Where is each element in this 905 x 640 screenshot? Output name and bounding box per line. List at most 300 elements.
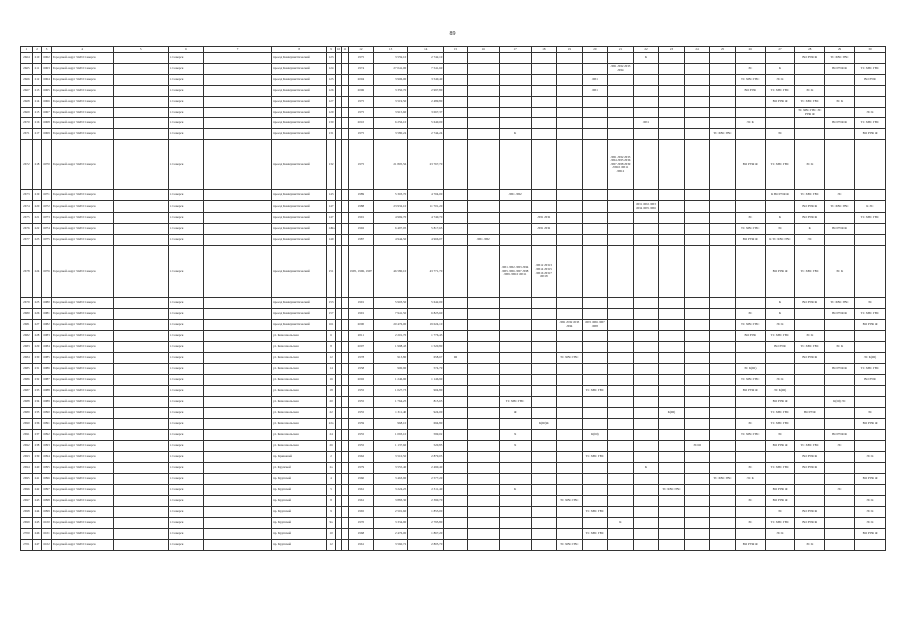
cell-c30: ЭС К	[854, 507, 885, 518]
cell-c24	[684, 364, 710, 375]
cell-c24	[684, 140, 710, 190]
cell-c24	[684, 540, 710, 551]
cell-c17: Х	[499, 441, 531, 452]
cell-c21	[608, 118, 634, 129]
cell-c17	[499, 298, 531, 309]
cell-code: 6101	[42, 529, 52, 540]
cell-s1: 3 224,25	[374, 485, 408, 496]
cell-code: 6071	[42, 190, 52, 201]
cell-c22	[633, 397, 659, 408]
cell-s1: 1 027,73	[374, 386, 408, 397]
cell-house: 132	[327, 140, 336, 190]
cell-org: Городской округ ЗАТО Северск	[51, 298, 113, 309]
cell-c19	[557, 140, 583, 190]
table-row	[21, 235, 886, 246]
cell-s1: 1 311,40	[374, 408, 408, 419]
cell-c18	[531, 441, 557, 452]
cell-s1: 3 555,40	[374, 463, 408, 474]
cell-c23	[659, 53, 685, 64]
cell-i: 224	[32, 246, 42, 298]
cell-s1: 46 580,10	[374, 246, 408, 298]
cell-i: 222	[32, 224, 42, 235]
cell-c27: К	[765, 213, 795, 224]
cell-c30: ВО РУФ Ф	[854, 474, 885, 485]
cell-c24	[684, 419, 710, 430]
cell-c24	[684, 118, 710, 129]
cell-org: Городской округ ЗАТО Северск	[51, 64, 113, 75]
column-header: 5	[113, 47, 168, 53]
cell-house: 2а	[327, 463, 336, 474]
cell-c20	[582, 485, 608, 496]
cell-code: 6069	[42, 129, 52, 140]
column-header: 25	[710, 47, 736, 53]
cell-year: 2006	[348, 86, 374, 97]
empty-cell	[113, 64, 168, 75]
cell-c29: ЭС	[825, 190, 855, 201]
cell-c16	[467, 419, 499, 430]
cell-c19	[557, 331, 583, 342]
table-body	[21, 53, 886, 551]
cell-c22: К	[633, 463, 659, 474]
cell-c25	[710, 375, 736, 386]
cell-c16	[467, 298, 499, 309]
table-row	[21, 496, 886, 507]
cell-s1: 6 256,10	[374, 118, 408, 129]
cell-c15	[444, 75, 467, 86]
cell-c17: ЛП1 ЛП2	[499, 190, 531, 201]
cell-house: 9а	[327, 518, 336, 529]
empty-cell	[203, 375, 271, 386]
empty-cell	[203, 129, 271, 140]
cell-c15	[444, 397, 467, 408]
cell-c26	[735, 97, 765, 108]
cell-s2: 658,67	[408, 353, 444, 364]
cell-c28: ЭС К	[795, 540, 825, 551]
cell-n: 2676	[21, 224, 33, 235]
cell-c17	[499, 235, 531, 246]
cell-c30: ВО РУФ Ф	[854, 419, 885, 430]
cell-c20	[582, 463, 608, 474]
cell-c20	[582, 118, 608, 129]
cell-org: Городской округ ЗАТО Северск	[51, 386, 113, 397]
cell-n: 2680	[21, 309, 33, 320]
cell-i: 221	[32, 213, 42, 224]
cell-house: 127	[327, 97, 336, 108]
cell-c23	[659, 430, 685, 441]
column-header: 27	[765, 47, 795, 53]
cell-c20: ЛП1	[582, 75, 608, 86]
cell-c23	[659, 507, 685, 518]
column-header: 20	[582, 47, 608, 53]
cell-c15	[444, 53, 467, 64]
cell-org: Городской округ ЗАТО Северск	[51, 86, 113, 97]
cell-code: 6085	[42, 353, 52, 364]
cell-c27: ТС ХВС ГВС	[765, 408, 795, 419]
cell-c30	[854, 342, 885, 353]
cell-year: 1979	[348, 463, 374, 474]
cell-org: Городской округ ЗАТО Северск	[51, 342, 113, 353]
empty-cell	[203, 441, 271, 452]
cell-org: Городской округ ЗАТО Северск	[51, 213, 113, 224]
cell-i: 210	[32, 53, 42, 64]
cell-c26	[735, 129, 765, 140]
cell-c28: ЭС К	[795, 140, 825, 190]
cell-c24	[684, 430, 710, 441]
cell-c27: ЭС К	[765, 375, 795, 386]
cell-street: ул. Комсомольская	[272, 386, 327, 397]
cell-c26: ТС ХВС ГВС	[735, 75, 765, 86]
cell-c24	[684, 201, 710, 213]
cell-c29: ТС ХВС ГВС	[825, 201, 855, 213]
cell-c28: ЭС	[795, 235, 825, 246]
cell-c15: Ш	[444, 353, 467, 364]
cell-s2: 43 771,70	[408, 246, 444, 298]
cell-code: 6083	[42, 331, 52, 342]
column-header: 2	[32, 47, 42, 53]
cell-c29	[825, 353, 855, 364]
cell-s1: 2 476,00	[374, 529, 408, 540]
cell-city: г. Северск	[168, 518, 203, 529]
cell-c29: ВО РУФ Ф	[825, 64, 855, 75]
cell-c18	[531, 430, 557, 441]
empty-cell	[113, 529, 168, 540]
cell-c17	[499, 118, 531, 129]
column-header: 14	[408, 47, 444, 53]
cell-c27: ВО РУФ Ф	[765, 496, 795, 507]
cell-city: г. Северск	[168, 529, 203, 540]
cell-street: проезд Коммунистический	[272, 129, 327, 140]
cell-c15	[444, 507, 467, 518]
cell-n: 2696	[21, 485, 33, 496]
cell-c25	[710, 235, 736, 246]
table-row	[21, 364, 886, 375]
cell-org: Городской округ ЗАТО Северск	[51, 529, 113, 540]
cell-street: ул. Комсомольская	[272, 342, 327, 353]
table-row	[21, 118, 886, 129]
table-row	[21, 140, 886, 190]
empty-cell	[113, 97, 168, 108]
cell-c19: ТС ХВС ГВС	[557, 496, 583, 507]
cell-s2: 19 024,10	[408, 320, 444, 331]
cell-c27	[765, 540, 795, 551]
cell-c15	[444, 190, 467, 201]
cell-c21	[608, 540, 634, 551]
cell-c19	[557, 97, 583, 108]
cell-c27	[765, 201, 795, 213]
cell-n: 2679	[21, 298, 33, 309]
cell-c28	[795, 430, 825, 441]
cell-c21	[608, 408, 634, 419]
cell-c25	[710, 64, 736, 75]
cell-i: 231	[32, 364, 42, 375]
cell-c23	[659, 496, 685, 507]
cell-s2: 2 490,40	[408, 463, 444, 474]
cell-c30	[854, 463, 885, 474]
cell-c22	[633, 331, 659, 342]
cell-s2: 11 701,20	[408, 201, 444, 213]
empty-cell	[203, 397, 271, 408]
cell-c24	[684, 474, 710, 485]
cell-n: 2693	[21, 452, 33, 463]
cell-city: г. Северск	[168, 320, 203, 331]
cell-c28	[795, 375, 825, 386]
cell-c24	[684, 298, 710, 309]
cell-c15	[444, 129, 467, 140]
cell-city: г. Северск	[168, 201, 203, 213]
cell-c21	[608, 97, 634, 108]
cell-c30	[854, 485, 885, 496]
cell-s2: 23 767,70	[408, 140, 444, 190]
empty-cell	[203, 540, 271, 551]
cell-c15	[444, 235, 467, 246]
cell-house: 12	[327, 540, 336, 551]
cell-n: 2668	[21, 97, 33, 108]
cell-org: Городской округ ЗАТО Северск	[51, 331, 113, 342]
cell-year: 1961	[348, 496, 374, 507]
cell-house: 125	[327, 75, 336, 86]
column-header: 10	[336, 46, 341, 51]
cell-c23	[659, 246, 685, 298]
cell-year: 2011	[348, 331, 374, 342]
cell-c22	[633, 364, 659, 375]
cell-street: ул. Комсомольская	[272, 397, 327, 408]
cell-year: 1959	[348, 419, 374, 430]
cell-house: 4	[327, 474, 336, 485]
cell-c27: ВО РУФ Ф	[765, 97, 795, 108]
table-row	[21, 201, 886, 213]
cell-s2: 1 520,80	[408, 342, 444, 353]
empty-cell	[113, 201, 168, 213]
cell-street: пр. Крупской	[272, 485, 327, 496]
cell-c27	[765, 452, 795, 463]
cell-c20	[582, 540, 608, 551]
cell-c28: ТС ХВС ГВС	[795, 441, 825, 452]
cell-org: Городской округ ЗАТО Северск	[51, 507, 113, 518]
cell-i: 236	[32, 419, 42, 430]
cell-c29: ЭС К	[825, 97, 855, 108]
cell-c22	[633, 441, 659, 452]
cell-c26: ВО РУФ Ф	[735, 540, 765, 551]
cell-c30: ВО РУФ	[854, 375, 885, 386]
cell-house: 124	[327, 64, 336, 75]
cell-year: 1988	[348, 201, 374, 213]
cell-c21	[608, 201, 634, 213]
cell-c17	[499, 331, 531, 342]
cell-c22	[633, 386, 659, 397]
cell-n: 2677	[21, 235, 33, 246]
empty-cell	[113, 452, 168, 463]
cell-c22	[633, 309, 659, 320]
cell-n: 2665	[21, 64, 33, 75]
cell-c21	[608, 298, 634, 309]
column-header: 6	[168, 47, 203, 53]
cell-c24	[684, 353, 710, 364]
cell-c29	[825, 235, 855, 246]
cell-c23	[659, 331, 685, 342]
cell-c22	[633, 97, 659, 108]
cell-c23	[659, 309, 685, 320]
cell-c19	[557, 53, 583, 64]
cell-c27: ТС ХВС ГВС	[765, 419, 795, 430]
cell-s2: 4 704,00	[408, 190, 444, 201]
empty-cell	[203, 64, 271, 75]
empty-cell	[203, 118, 271, 129]
cell-c23	[659, 97, 685, 108]
cell-c26	[735, 298, 765, 309]
cell-org: Городской округ ЗАТО Северск	[51, 430, 113, 441]
cell-c19	[557, 430, 583, 441]
cell-c18	[531, 75, 557, 86]
cell-s1: 3 463,90	[374, 474, 408, 485]
cell-c15	[444, 474, 467, 485]
cell-c20	[582, 331, 608, 342]
empty-cell	[203, 485, 271, 496]
cell-c25	[710, 75, 736, 86]
cell-street: ул. Крупской	[272, 463, 327, 474]
empty-cell	[203, 298, 271, 309]
empty-cell	[203, 201, 271, 213]
cell-c30: ВО РУФ Ф	[854, 320, 885, 331]
cell-city: г. Северск	[168, 86, 203, 97]
cell-code: 6064	[42, 75, 52, 86]
cell-c30: ЭС К	[854, 452, 885, 463]
cell-c22	[633, 108, 659, 118]
cell-s1: 3 915,60	[374, 108, 408, 118]
cell-c23	[659, 529, 685, 540]
cell-c16	[467, 129, 499, 140]
table-row	[21, 452, 886, 463]
cell-c29: ЭС	[825, 485, 855, 496]
cell-c20	[582, 375, 608, 386]
cell-street: проезд Коммунистический	[272, 86, 327, 97]
cell-street: ул. Комсомольская	[272, 375, 327, 386]
cell-c28: ВО РУФ Ф	[795, 452, 825, 463]
cell-c22	[633, 140, 659, 190]
empty-cell	[113, 540, 168, 551]
cell-city: г. Северск	[168, 190, 203, 201]
cell-year: 2004	[348, 75, 374, 86]
cell-c15	[444, 496, 467, 507]
cell-year: 1958	[348, 364, 374, 375]
cell-s2: 2 390,70	[408, 496, 444, 507]
cell-c17	[499, 364, 531, 375]
cell-c25	[710, 364, 736, 375]
cell-c18	[531, 129, 557, 140]
cell-c15	[444, 118, 467, 129]
cell-code: 6081	[42, 309, 52, 320]
cell-c23	[659, 140, 685, 190]
cell-c15	[444, 386, 467, 397]
cell-i: 211	[32, 64, 42, 75]
cell-c17	[499, 375, 531, 386]
cell-c26: ЭС	[735, 309, 765, 320]
cell-i: 230	[32, 353, 42, 364]
cell-c27	[765, 353, 795, 364]
cell-house: 126	[327, 86, 336, 97]
cell-c22: ЛП1 ЛП2 ЛП3 ЛП4 ЛП5 ЛП6	[633, 201, 659, 213]
cell-i: 219	[32, 190, 42, 201]
table-row	[21, 53, 886, 64]
cell-c15	[444, 97, 467, 108]
cell-n: 2683	[21, 342, 33, 353]
table-row	[21, 190, 886, 201]
cell-n: 2670	[21, 118, 33, 129]
cell-c25	[710, 529, 736, 540]
cell-org: Городской округ ЗАТО Северск	[51, 463, 113, 474]
cell-n: 2695	[21, 474, 33, 485]
cell-code: 6062	[42, 53, 52, 64]
cell-c29	[825, 375, 855, 386]
table-row	[21, 397, 886, 408]
cell-c16	[467, 496, 499, 507]
cell-n: 2675	[21, 213, 33, 224]
cell-s1: 913,80	[374, 353, 408, 364]
cell-i: 243	[32, 496, 42, 507]
cell-c20	[582, 419, 608, 430]
cell-org: Городской округ ЗАТО Северск	[51, 441, 113, 452]
cell-s2: 4 740,70	[408, 213, 444, 224]
empty-cell	[113, 419, 168, 430]
cell-c19	[557, 118, 583, 129]
cell-c25	[710, 201, 736, 213]
table-row	[21, 108, 886, 118]
cell-c18	[531, 540, 557, 551]
cell-c21	[608, 386, 634, 397]
cell-c24	[684, 496, 710, 507]
cell-c18	[531, 53, 557, 64]
empty-cell	[203, 419, 271, 430]
cell-c16	[467, 64, 499, 75]
cell-c25	[710, 496, 736, 507]
cell-c30: ЭС К	[854, 518, 885, 529]
cell-c21	[608, 474, 634, 485]
cell-c26: ЭС	[735, 518, 765, 529]
cell-c18	[531, 140, 557, 190]
cell-street: ул. Комсомольская	[272, 408, 327, 419]
empty-cell	[113, 408, 168, 419]
cell-code: 6088	[42, 386, 52, 397]
cell-s2: 1 853,00	[408, 507, 444, 518]
cell-c29	[825, 213, 855, 224]
cell-c17	[499, 201, 531, 213]
cell-c23	[659, 320, 685, 331]
cell-c29: ВО РУФ Ф	[825, 364, 855, 375]
cell-s2: 1 776,43	[408, 331, 444, 342]
cell-c24	[684, 518, 710, 529]
empty-cell	[203, 463, 271, 474]
cell-c19	[557, 419, 583, 430]
cell-city: г. Северск	[168, 129, 203, 140]
cell-c18	[531, 64, 557, 75]
cell-c28: ВО РУФ Ф	[795, 353, 825, 364]
cell-c24	[684, 452, 710, 463]
cell-city: г. Северск	[168, 463, 203, 474]
cell-org: Городской округ ЗАТО Северск	[51, 485, 113, 496]
empty-cell	[113, 364, 168, 375]
cell-c29	[825, 518, 855, 529]
column-header: 9	[327, 47, 336, 53]
cell-c26	[735, 397, 765, 408]
cell-n: 2673	[21, 190, 33, 201]
cell-c27: ТС ХВС ГВС	[765, 331, 795, 342]
cell-c27: ВО РУФ Ф	[765, 397, 795, 408]
cell-n: 2700	[21, 529, 33, 540]
cell-c26: ВО РУФ Ф	[735, 386, 765, 397]
cell-c29	[825, 463, 855, 474]
cell-org: Городской округ ЗАТО Северск	[51, 408, 113, 419]
cell-c17	[499, 224, 531, 235]
cell-year: 1962	[348, 452, 374, 463]
